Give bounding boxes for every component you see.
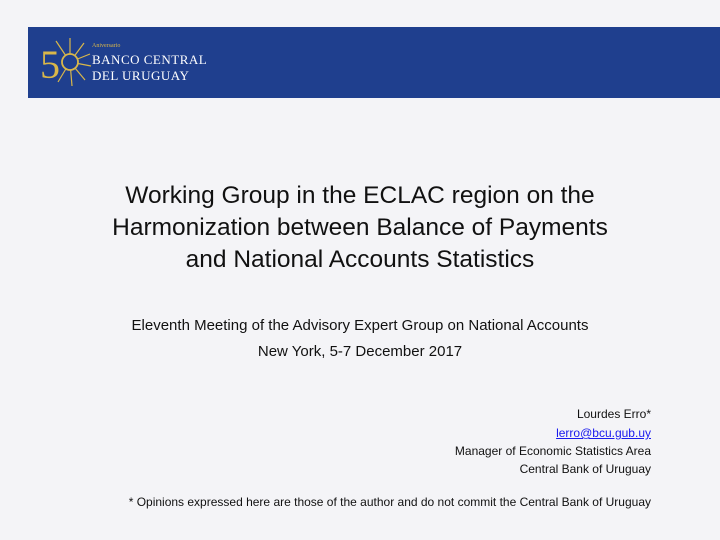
logo-number: 5 [40,42,60,87]
author-institution: Central Bank of Uruguay [519,462,651,476]
author-email-link[interactable]: lerro@bcu.gub.uy [556,426,651,440]
title-line-3: and National Accounts Statistics [185,246,535,273]
author-name: Lourdes Erro* [576,407,651,421]
anniversary-sun-icon [38,32,94,92]
author-position: Manager of Economic Statistics Area [454,444,651,458]
logo-name-line1: BANCO CENTRAL [92,52,208,67]
title-line-1: Working Group in the ECLAC region on the [125,182,595,209]
meeting-name: Eleventh Meeting of the Advisory Expert Group on National Accounts [131,317,589,334]
meeting-place-date: New York, 5-7 December 2017 [257,343,463,360]
disclaimer-footnote: * Opinions expressed here are those of the author and do not commit the Central Bank of Uruguay [128,495,651,509]
bcu-logo [38,32,208,92]
slide-title [40,180,680,276]
header-band [28,27,720,98]
title-line-2: Harmonization between Balance of Payments [112,214,608,241]
logo-name-line2: DEL URUGUAY [92,68,190,83]
logo-anniversary-text: Aniversario [92,43,121,49]
